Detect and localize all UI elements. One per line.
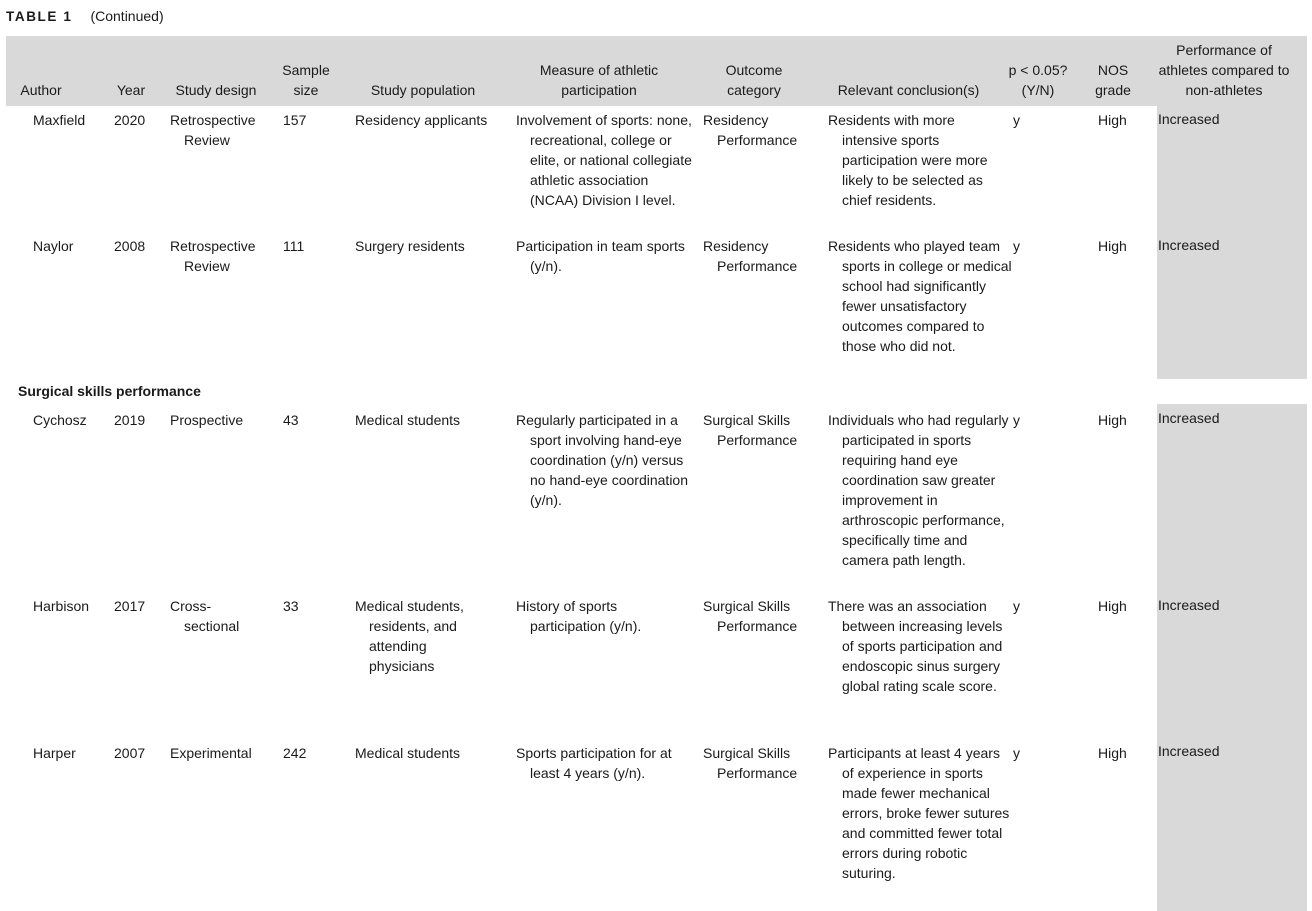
cell-performance: Increased xyxy=(1158,743,1220,759)
cell-performance: Increased xyxy=(1158,237,1220,253)
header-performance: Performance of athletes compared to non-athletes xyxy=(1158,42,1290,98)
section-title: Surgical skills performance xyxy=(18,383,201,399)
cell-nos-grade: High xyxy=(1098,238,1127,254)
cell-author: Cychosz xyxy=(33,412,87,428)
header-nos-grade: NOS grade xyxy=(1095,62,1131,98)
cell-outcome: Residency Performance xyxy=(703,238,798,274)
cell-year: 2007 xyxy=(114,745,146,761)
cell-performance: Increased xyxy=(1158,410,1220,426)
cell-performance: Increased xyxy=(1158,597,1220,613)
cell-sample: 33 xyxy=(283,598,299,614)
cell-design: Retrospective Review xyxy=(170,112,256,148)
cell-conclusion: Residents who played team sports in college or medical school had significantly fewer unsatisfactory outcomes compared to those who did not. xyxy=(828,238,1012,354)
cell-performance: Increased xyxy=(1158,111,1220,127)
cell-measure: Regularly participated in a sport involving hand-eye coordination (y/n) versus no hand-eye coordination (y/n). xyxy=(516,412,689,508)
header-study-design: Study design xyxy=(175,82,257,98)
header-study-population: Study population xyxy=(370,82,476,98)
cell-author: Maxfield xyxy=(33,112,86,128)
cell-nos-grade: High xyxy=(1098,112,1127,128)
table-caption xyxy=(6,8,164,24)
cell-nos-grade: High xyxy=(1098,412,1127,428)
cell-population: Medical students xyxy=(355,745,461,761)
cell-population: Medical students, residents, and attending physicians xyxy=(355,598,464,674)
cell-design: Prospective xyxy=(170,412,244,428)
cell-measure: Involvement of sports: none, recreational, college or elite, or national collegiate athletic association (NCAA) Division I level. xyxy=(516,112,692,208)
cell-nos-grade: High xyxy=(1098,745,1127,761)
cell-measure: Participation in team sports (y/n). xyxy=(516,238,685,274)
header-conclusion: Relevant conclusion(s) xyxy=(837,82,980,98)
cell-conclusion: There was an association between increasing levels of sports participation and endoscopic sinus surgery global rating scale score. xyxy=(828,598,1003,694)
cell-measure: History of sports participation (y/n). xyxy=(516,598,642,634)
performance-column-shade-2 xyxy=(1157,404,1307,911)
header-sample-size: Sample size xyxy=(282,62,330,98)
cell-p-value: y xyxy=(1013,412,1020,428)
header-author: Author xyxy=(20,82,62,98)
cell-sample: 43 xyxy=(283,412,299,428)
cell-conclusion: Individuals who had regularly participated in sports requiring hand eye coordination saw greater improvement in arthroscopic performance, specifically time and camera path length. xyxy=(828,412,1009,568)
table-label: TABLE 1 xyxy=(6,9,73,24)
cell-year: 2020 xyxy=(114,112,146,128)
cell-design: Retrospective Review xyxy=(170,238,256,274)
cell-p-value: y xyxy=(1013,112,1020,128)
cell-population: Residency applicants xyxy=(355,112,488,128)
cell-design: Cross-sectional xyxy=(170,598,240,634)
cell-author: Harbison xyxy=(33,598,90,614)
header-measure: Measure of athletic participation xyxy=(539,62,659,98)
header-outcome: Outcome category xyxy=(725,62,783,98)
cell-sample: 242 xyxy=(283,745,307,761)
cell-conclusion: Residents with more intensive sports participation were more likely to be selected as chief residents. xyxy=(828,112,988,208)
cell-p-value: y xyxy=(1013,598,1020,614)
cell-year: 2019 xyxy=(114,412,146,428)
cell-outcome: Surgical Skills Performance xyxy=(703,745,798,781)
cell-outcome: Surgical Skills Performance xyxy=(703,598,798,634)
cell-year: 2008 xyxy=(114,238,146,254)
cell-population: Surgery residents xyxy=(355,238,465,254)
cell-conclusion: Participants at least 4 years of experience in sports made fewer mechanical errors, broke fewer sutures and committed fewer total errors during robotic suturing. xyxy=(828,745,1010,881)
cell-measure: Sports participation for at least 4 years (y/n). xyxy=(516,745,672,781)
header-year: Year xyxy=(116,82,146,98)
cell-p-value: y xyxy=(1013,238,1020,254)
table-caption-text: (Continued) xyxy=(90,8,164,24)
cell-p-value: y xyxy=(1013,745,1020,761)
table-header xyxy=(6,36,1307,100)
cell-sample: 157 xyxy=(283,112,307,128)
cell-outcome: Residency Performance xyxy=(703,112,798,148)
cell-design: Experimental xyxy=(170,745,252,761)
cell-sample: 111 xyxy=(283,238,305,254)
cell-author: Harper xyxy=(33,745,76,761)
cell-nos-grade: High xyxy=(1098,598,1127,614)
header-p-value: p < 0.05? (Y/N) xyxy=(1008,62,1068,98)
cell-population: Medical students xyxy=(355,412,461,428)
cell-year: 2017 xyxy=(114,598,146,614)
cell-outcome: Surgical Skills Performance xyxy=(703,412,798,448)
cell-author: Naylor xyxy=(33,238,74,254)
